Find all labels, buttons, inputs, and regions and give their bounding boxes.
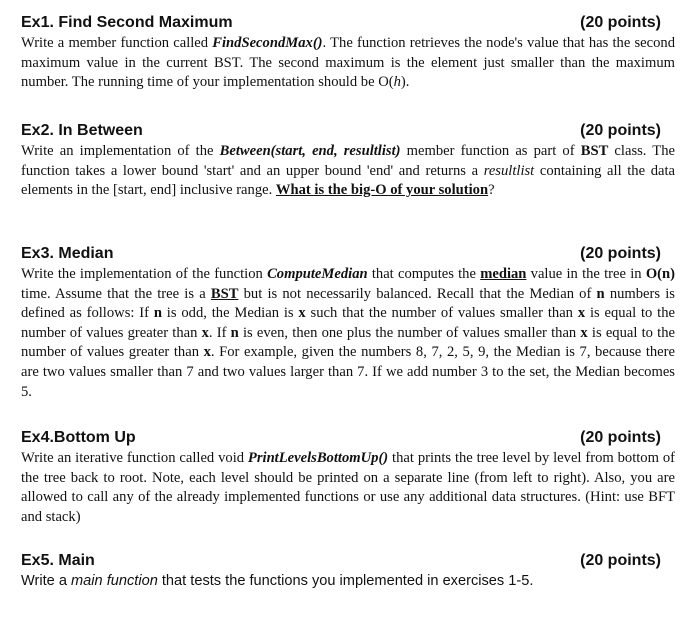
exercise-2-title: Ex2. In Between: [21, 122, 143, 139]
exercise-3-description: Write the implementation of the function ComputeMedian that computes the median value in the tree in O(n) time. Assume that the tree is a BST but is not necessarily balanced. Recall that the Median of n numbers is defined as follows: If n is odd, the Median is x such that the number of values smaller than x is equal to the number of values greater than x. If n is even, then one plus the number of values smaller than x is equal to the number of values greater than x. For example, given the numbers 8, 7, 2, 5, 9, the Median is 7, because there are two values smaller than 7 and two values larger than 7. If we add number 3 to the set, the Median becomes 5.: [21, 266, 675, 400]
function-name: ComputeMedian: [267, 266, 368, 282]
exercise-2-header: [21, 120, 675, 142]
exercise-5: [21, 550, 675, 592]
exercise-3: [21, 243, 675, 402]
function-name: PrintLevelsBottomUp(): [247, 450, 389, 466]
exercise-1: [21, 12, 675, 93]
exercise-1-header: [21, 12, 675, 34]
exercise-1-points: (20 points): [580, 14, 661, 31]
exercise-5-title: Ex5. Main: [21, 552, 95, 569]
exercise-4: [21, 427, 675, 527]
exercise-3-title: Ex3. Median: [21, 245, 114, 262]
exercise-3-header: [21, 243, 675, 265]
exercise-5-header: [21, 550, 675, 572]
exercise-4-title: Ex4.Bottom Up: [21, 429, 136, 446]
exercise-4-description: Write an iterative function called void PrintLevelsBottomUp() that prints the tree level by level from bottom of the tree back to root. Note, each level should be printed on a separate line (from left to right). Also, you are allowed to call any of the already implemented functions or use any additional data structures. (Hint: use BFT and stack): [21, 450, 675, 525]
exercise-4-header: [21, 427, 675, 449]
exercise-5-description: Write a main function that tests the functions you implemented in exercises 1-5.: [21, 573, 534, 589]
big-o-question: What is the big-O of your solution: [275, 182, 489, 199]
exercise-5-points: (20 points): [580, 552, 661, 569]
function-name: FindSecondMax(): [212, 35, 323, 51]
exercise-2-points: (20 points): [580, 122, 661, 139]
function-name: Between(start, end, resultlist): [219, 143, 401, 159]
exercise-4-points: (20 points): [580, 429, 661, 446]
exercise-1-title: Ex1. Find Second Maximum: [21, 14, 233, 31]
exercise-2-description: Write an implementation of the Between(start, end, resultlist) member function as part of BST class. The function takes a lower bound 'start' and an upper bound 'end' and returns a resultlist containing all the data elements in the [start, end] inclusive range. What is the big-O of your solution?: [21, 143, 676, 199]
exercise-1-description: Write a member function called FindSecondMax(). The function retrieves the node's value that has the second maximum value in the current BST. The second maximum is the element just smaller than the maximum number. The running time of your implementation should be O(h).: [21, 35, 675, 91]
exercise-3-points: (20 points): [580, 245, 661, 262]
exercise-2: [21, 120, 675, 201]
